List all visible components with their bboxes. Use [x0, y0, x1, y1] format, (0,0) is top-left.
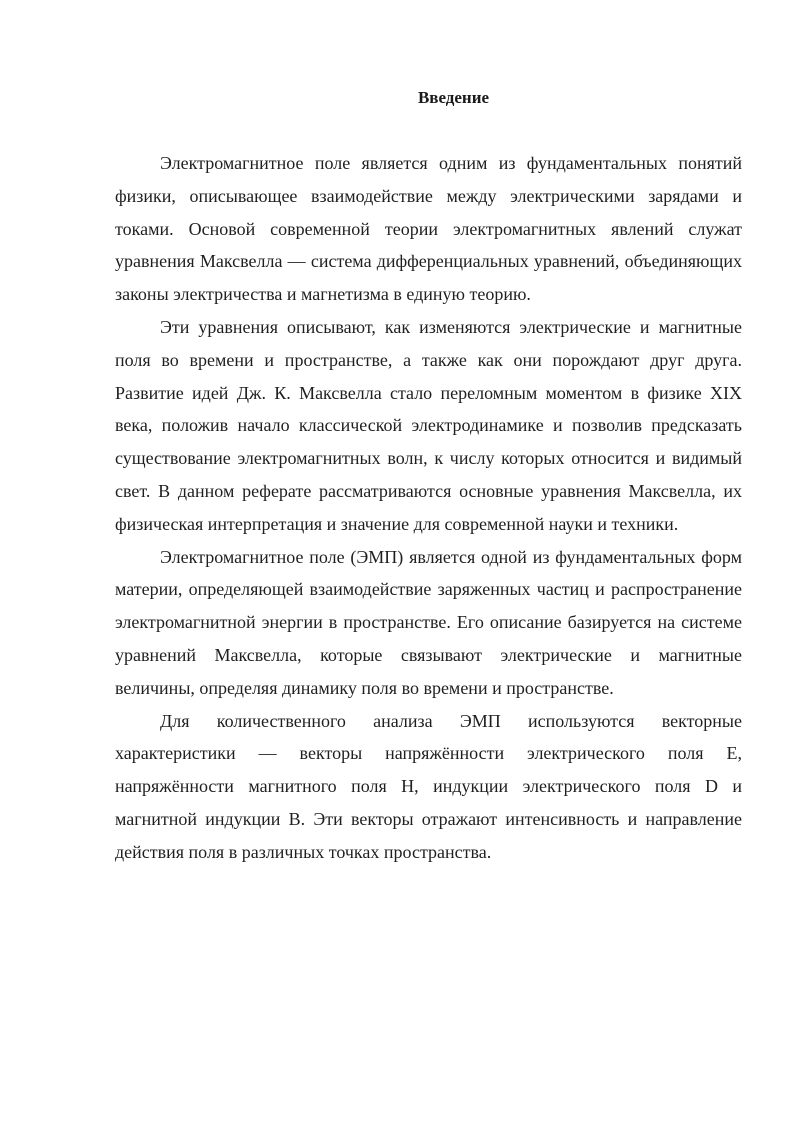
- section-body: [115, 147, 742, 869]
- paragraph-1: Электромагнитное поле является одним из фундаментальных понятий физики, описывающее взаимодействие между электрическими зарядами и токами. Основой современной теории электромагнитных явлений служат уравнения Максвелла — система дифференциальных уравнений, объединяющих законы электричества и магнетизма в единую теорию.: [115, 153, 742, 305]
- paragraph-4: Для количественного анализа ЭМП используются векторные характеристики — векторы напряжённости электрического поля E, напряжённости магнитного поля H, индукции электрического поля D и магнитной индукции B. Эти векторы отражают интенсивность и направление действия поля в различных точках пространства.: [115, 710, 742, 862]
- paragraph-3: Электромагнитное поле (ЭМП) является одной из фундаментальных форм материи, определяющей взаимодействие заряженных частиц и распространение электромагнитной энергии в пространстве. Его описание базируется на системе уравнений Максвелла, которые связывают электрические и магнитные величины, определяя динамику поля во времени и пространстве.: [115, 546, 742, 698]
- paragraph-2: Эти уравнения описывают, как изменяются электрические и магнитные поля во времени и пространстве, а также как они порождают друг друга. Развитие идей Дж. К. Максвелла стало переломным моментом в физике XIX века, положив начало классической электродинамике и позволив предсказать существование электромагнитных волн, к числу которых относится и видимый свет. В данном реферате рассматриваются основные уравнения Максвелла, их физическая интерпретация и значение для современной науки и техники.: [115, 316, 742, 534]
- section-title: Введение: [417, 88, 490, 107]
